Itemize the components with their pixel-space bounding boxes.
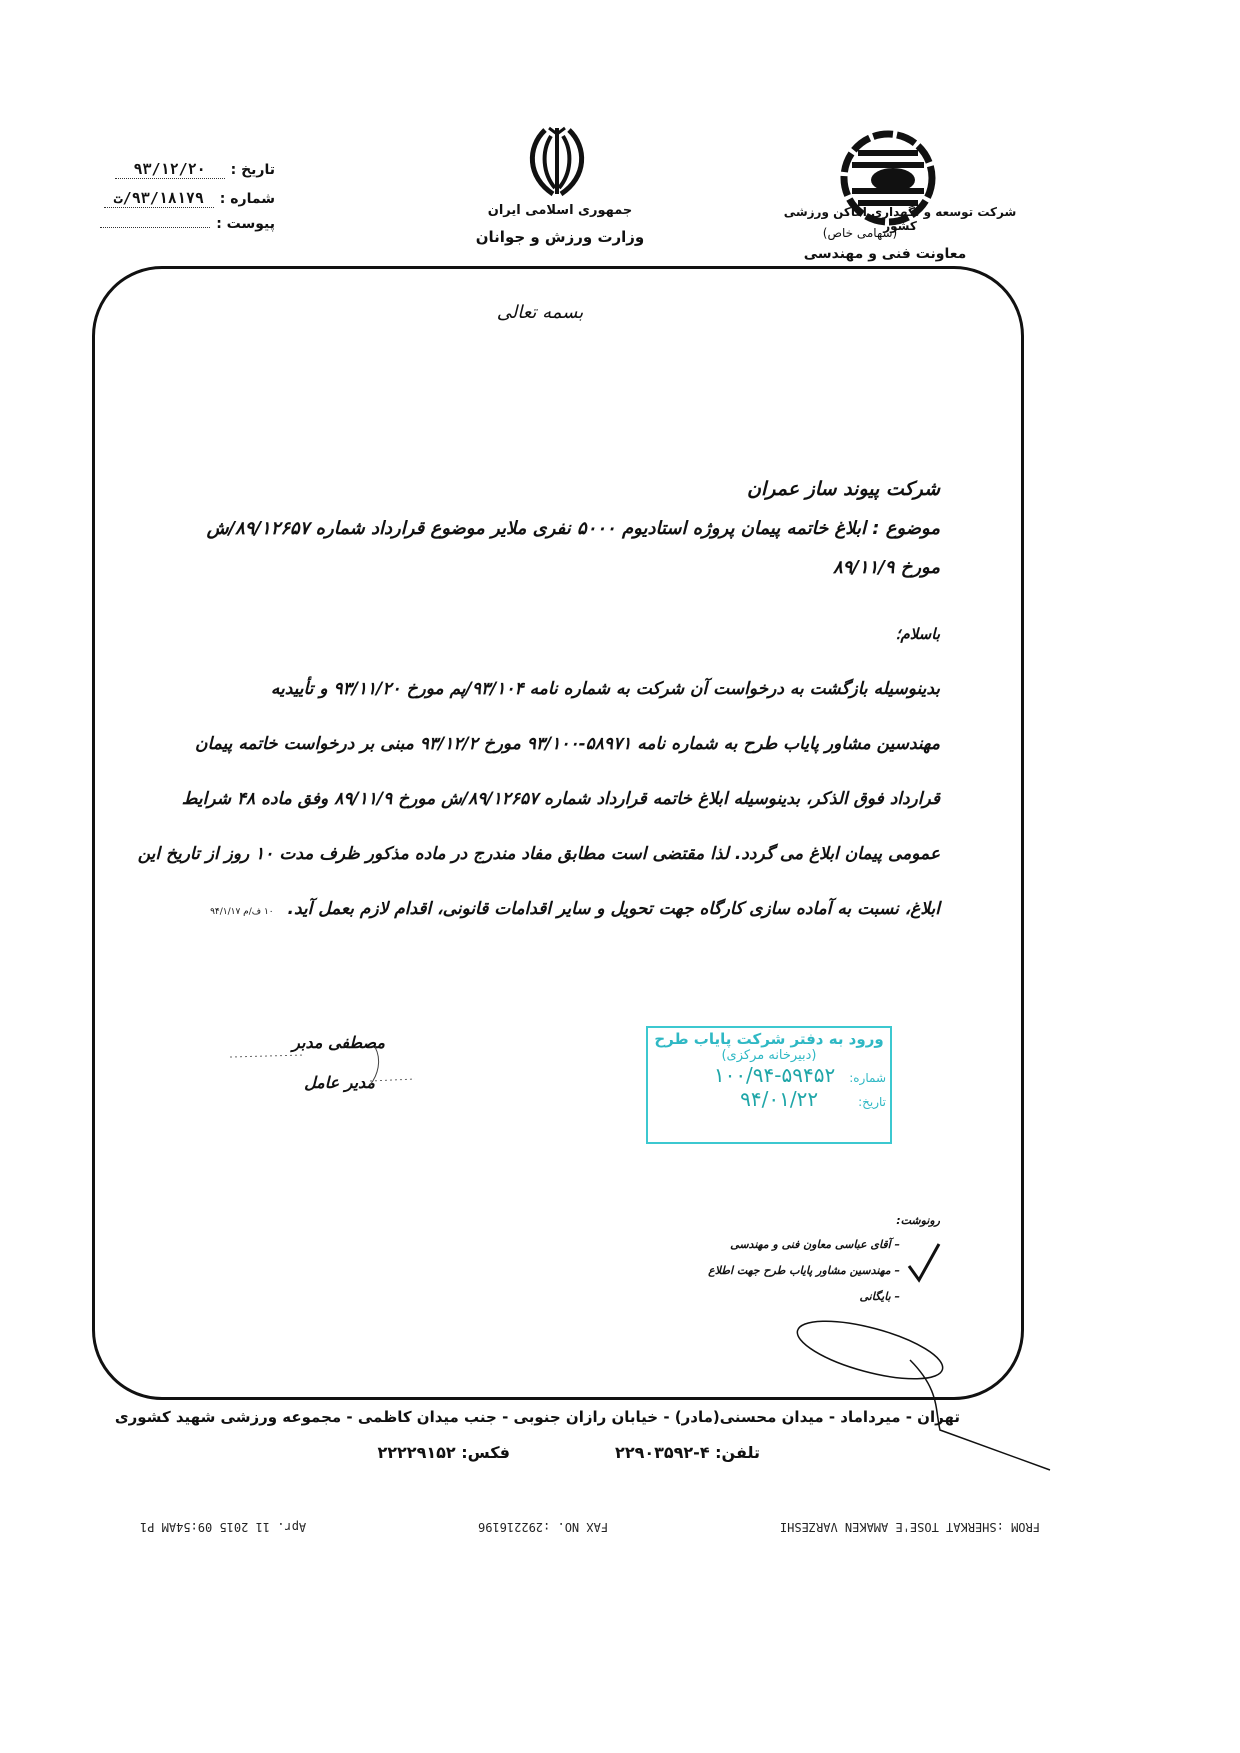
recipient: شرکت پیوند ساز عمران (747, 478, 940, 500)
fax-header (140, 1514, 1040, 1534)
attachment-row (100, 216, 275, 232)
stamp-subtitle: (دبیرخانه مرکزی) (721, 1048, 817, 1063)
body-line: قرارداد فوق الذکر، بدینوسیله ابلاغ خاتمه قرارداد شماره ۸۹/۱۲۶۵۷/ش مورخ ۸۹/۱۱/۹ وفق ماده ۴۸ شرایط (181, 789, 940, 809)
body-line: بدینوسیله بازگشت به درخواست آن شرکت به شماره نامه ۹۳/۱۰۴/پم مورخ ۹۳/۱۱/۲۰ و تأییدیه (270, 679, 940, 699)
body-line: ابلاغ، نسبت به آماده سازی کارگاه جهت تحویل و سایر اقدامات قانونی، اقدام لازم بعمل آید. (287, 899, 940, 919)
invocation: بسمه تعالی (496, 302, 584, 323)
body-line: مهندسین مشاور پایاب طرح به شماره نامه ۵۸۹۷۱-۹۳/۱۰۰ مورخ ۹۳/۱۲/۲ مبنی بر درخواست خاتمه پیمان (195, 734, 940, 754)
cc-item-text: آقای عباسی معاون فنی و مهندسی (730, 1238, 891, 1251)
body-line: عمومی پیمان ابلاغ می گردد. لذا مقتضی است مطابق مفاد مندرج در ماده مذکور ظرف مدت ۱۰ روز از تاریخ این (137, 844, 940, 864)
received-stamp (646, 1026, 892, 1144)
number-value: ۹۳/۱۸۱۷۹/ت (104, 189, 214, 208)
handwritten-paraph (790, 1310, 1070, 1500)
subject-line-2: مورخ ۸۹/۱۱/۹ (832, 557, 940, 578)
cc-item: – مهندسین مشاور پایاب طرح جهت اطلاع (708, 1264, 900, 1277)
subject-line-1: موضوع : ابلاغ خاتمه پیمان پروژه استادیوم ۵۰۰۰ نفری ملایر موضوع قرارداد شماره ۸۹/۱۲۶۵۷/ش (206, 518, 940, 539)
fax-number: FAX NO. :292216196 (478, 1520, 609, 1534)
ministry-name: وزارت ورزش و جوانان (475, 228, 645, 246)
number-row (100, 189, 275, 208)
fax-timestamp: Apr. 11 2015 09:54AM P1 (140, 1520, 307, 1534)
cc-item: – بایگانی (859, 1290, 900, 1303)
greeting: باسلام؛ (895, 625, 940, 643)
letter-frame (92, 266, 1024, 1400)
body-line-final (105, 898, 940, 923)
country-name: جمهوری اسلامی ایران (487, 203, 633, 218)
cc-item-text: مهندسین مشاور پایاب طرح جهت اطلاع (708, 1264, 891, 1277)
cc-item: – آقای عباسی معاون فنی و مهندسی (730, 1238, 900, 1251)
attachment-value (100, 227, 210, 228)
handwritten-note: ۱۰ ف/م ۹۴/۱/۱۷ (210, 907, 274, 917)
number-label: شماره : (219, 191, 275, 207)
company-name: شرکت توسعه و نگهداری اماکن ورزشی کشور (783, 205, 1017, 233)
iran-emblem-icon (515, 122, 599, 202)
cc-item-text: بایگانی (859, 1290, 891, 1303)
signatory-title: مدیر عامل (304, 1073, 375, 1092)
stamp-date-label: تاریخ: (858, 1095, 886, 1109)
attachment-label: پیوست : (216, 216, 275, 232)
footer-phone: تلفن: ۴-۲۲۹۰۳۵۹۲ (615, 1443, 760, 1462)
date-label: تاریخ : (230, 162, 275, 178)
signatory-name: مصطفی مدبر (292, 1033, 385, 1052)
stamp-date-value: ۹۴/۰۱/۲۲ (740, 1087, 819, 1111)
footer-fax: فکس: ۲۲۲۲۹۱۵۲ (377, 1443, 510, 1462)
company-type: (سهامی خاص) (822, 226, 898, 240)
stamp-title: ورود به دفتر شرکت پایاب طرح (654, 1030, 884, 1048)
letter-meta (100, 160, 275, 232)
fax-from: FROM :SHERKAT TOSE'E AMAKEN VARZESHI (779, 1520, 1040, 1534)
checkmark-icon (905, 1240, 945, 1285)
department: معاونت فنی و مهندسی (803, 246, 967, 262)
signature-dotted-lines (230, 1045, 420, 1095)
footer-address: تهران - میرداماد - میدان محسنی(مادر) - خیابان رازان جنوبی - جنب میدان کاظمی - مجموعه ورزشی شهید کشوری (114, 1408, 960, 1426)
stamp-number-label: شماره: (849, 1071, 886, 1085)
cc-label: رونوشت: (896, 1214, 940, 1227)
stamp-number-value: ۱۰۰/۹۴-۵۹۴۵۲ (713, 1063, 836, 1087)
date-row (100, 160, 275, 179)
date-value: ۹۳/۱۲/۲۰ (115, 160, 225, 179)
